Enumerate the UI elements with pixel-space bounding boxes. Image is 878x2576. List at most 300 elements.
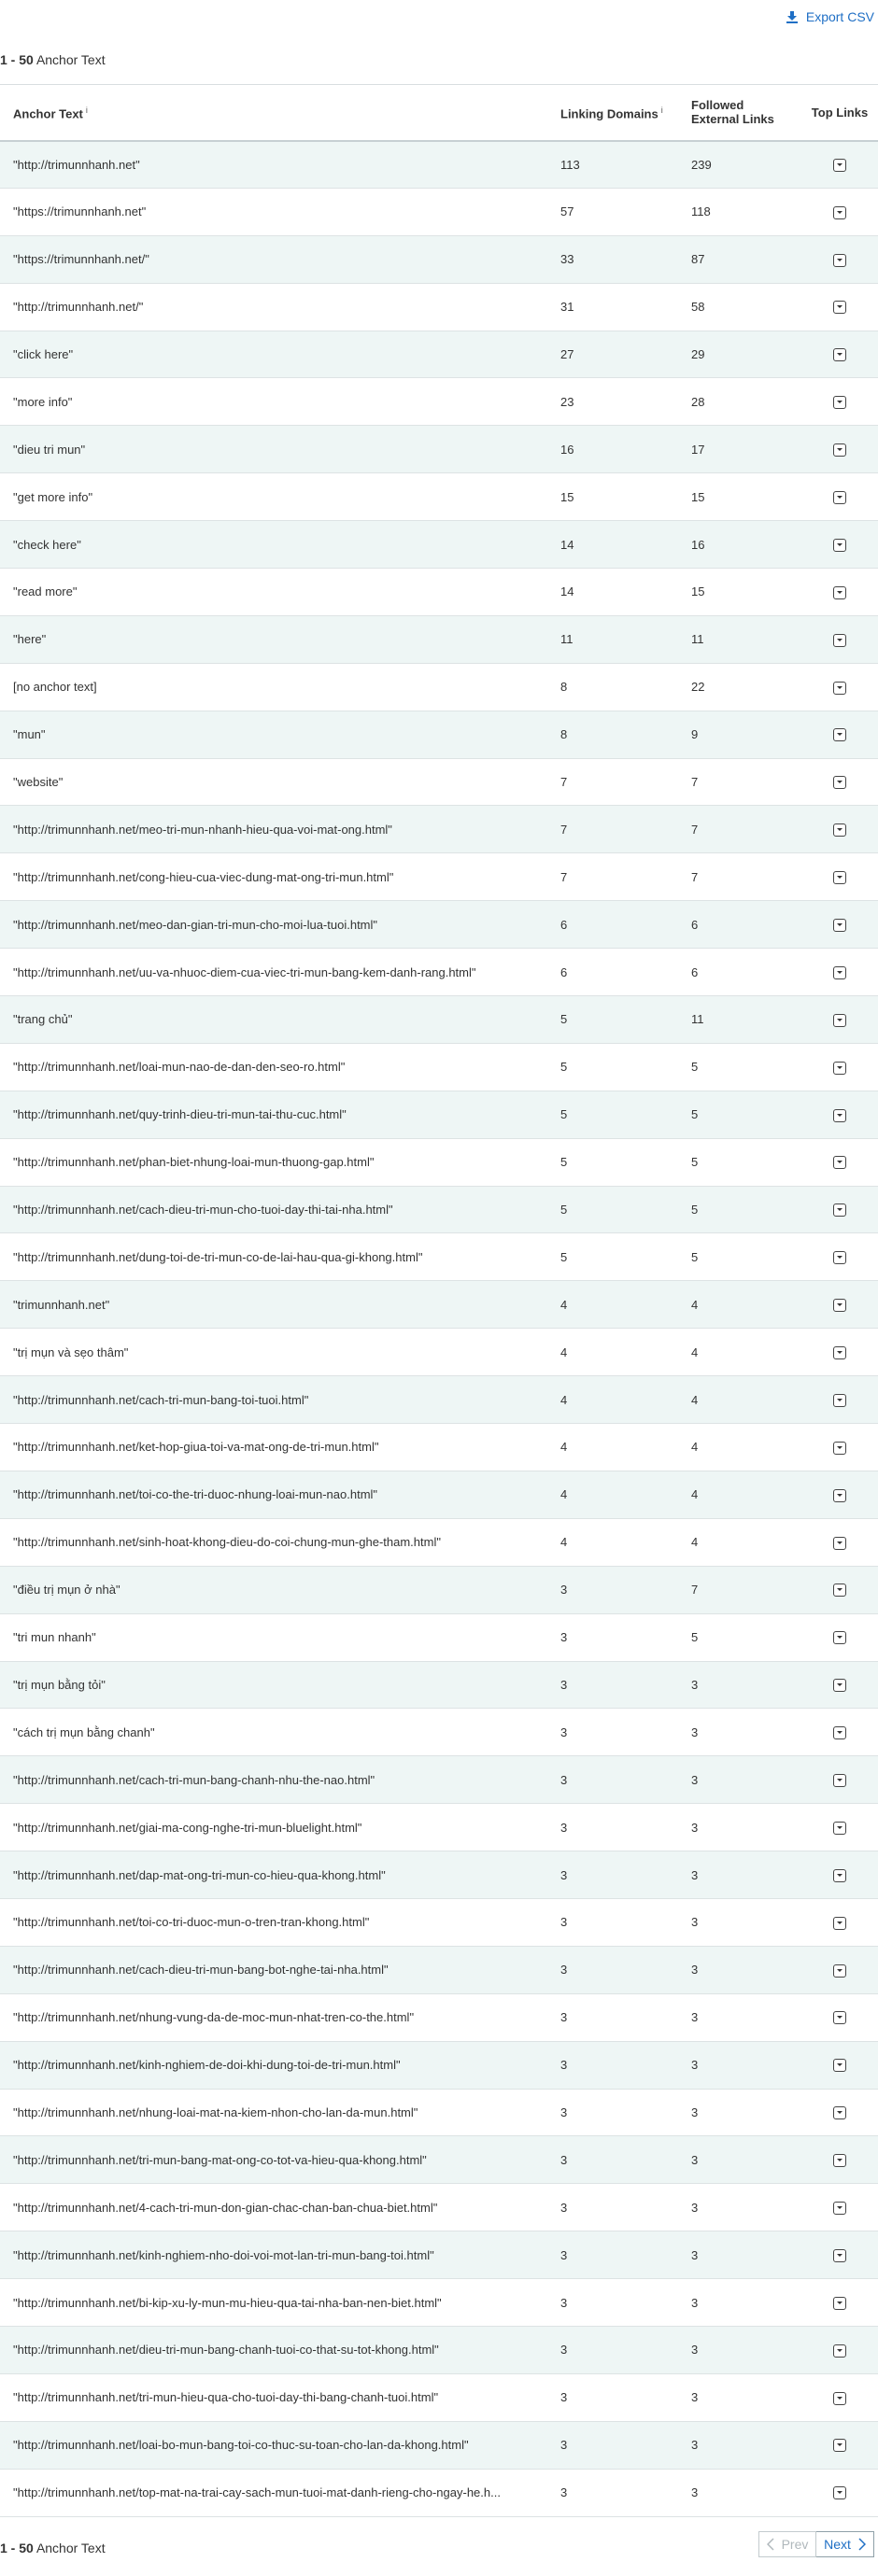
table-row xyxy=(0,1471,878,1518)
expand-toggle-icon[interactable] xyxy=(833,1062,846,1075)
expand-toggle-icon[interactable] xyxy=(833,396,846,409)
top-links-cell xyxy=(801,2041,878,2089)
anchor-text-cell: "http://trimunnhanh.net/4-cach-tri-mun-don-gian-chac-chan-ban-chua-biet.html" xyxy=(0,2184,560,2231)
linking-domains-cell: 3 xyxy=(560,2184,691,2231)
table-row xyxy=(0,615,878,663)
linking-domains-cell: 4 xyxy=(560,1281,691,1329)
linking-domains-cell: 3 xyxy=(560,1709,691,1756)
table-row xyxy=(0,2184,878,2231)
table-row xyxy=(0,711,878,758)
table-row xyxy=(0,758,878,806)
linking-domains-cell: 113 xyxy=(560,141,691,189)
expand-toggle-icon[interactable] xyxy=(833,1109,846,1122)
linking-domains-cell: 4 xyxy=(560,1471,691,1518)
followed-links-cell: 3 xyxy=(691,1756,801,1804)
anchor-text-cell: "http://trimunnhanh.net/kinh-nghiem-de-doi-khi-dung-toi-de-tri-mun.html" xyxy=(0,2041,560,2089)
expand-toggle-icon[interactable] xyxy=(833,2486,846,2499)
followed-links-cell: 118 xyxy=(691,188,801,235)
table-row xyxy=(0,141,878,189)
anchor-text-cell: "http://trimunnhanh.net/quy-trinh-dieu-tri-mun-tai-thu-cuc.html" xyxy=(0,1091,560,1138)
anchor-text-cell: "http://trimunnhanh.net/dap-mat-ong-tri-mun-co-hieu-qua-khong.html" xyxy=(0,1851,560,1899)
table-row xyxy=(0,1709,878,1756)
expand-toggle-icon[interactable] xyxy=(833,2439,846,2452)
followed-links-cell: 4 xyxy=(691,1376,801,1424)
expand-toggle-icon[interactable] xyxy=(833,2059,846,2072)
table-row xyxy=(0,1756,878,1804)
top-links-cell xyxy=(801,1329,878,1376)
linking-domains-cell: 14 xyxy=(560,569,691,616)
expand-toggle-icon[interactable] xyxy=(833,159,846,172)
linking-domains-cell: 3 xyxy=(560,1566,691,1613)
top-links-cell xyxy=(801,1613,878,1661)
followed-links-cell: 3 xyxy=(691,2279,801,2327)
linking-domains-cell: 33 xyxy=(560,235,691,283)
anchor-text-table xyxy=(0,84,878,2517)
table-row xyxy=(0,521,878,569)
expand-toggle-icon[interactable] xyxy=(833,1204,846,1217)
top-links-cell xyxy=(801,1376,878,1424)
linking-domains-cell: 16 xyxy=(560,426,691,473)
table-row xyxy=(0,1804,878,1851)
linking-domains-cell: 3 xyxy=(560,1993,691,2041)
anchor-text-cell: "http://trimunnhanh.net/dieu-tri-mun-bang-chanh-tuoi-co-that-su-tot-khong.html" xyxy=(0,2326,560,2373)
linking-domains-cell: 3 xyxy=(560,2421,691,2469)
followed-links-cell: 4 xyxy=(691,1471,801,1518)
anchor-text-cell: "http://trimunnhanh.net/cach-dieu-tri-mun-cho-tuoi-day-thi-tai-nha.html" xyxy=(0,1186,560,1233)
followed-links-cell: 87 xyxy=(691,235,801,283)
anchor-text-cell: "here" xyxy=(0,615,560,663)
linking-domains-cell: 3 xyxy=(560,1613,691,1661)
linking-domains-cell: 6 xyxy=(560,949,691,996)
table-row xyxy=(0,2373,878,2421)
top-links-cell xyxy=(801,1186,878,1233)
followed-links-cell: 29 xyxy=(691,331,801,378)
anchor-text-cell: "điều trị mụn ở nhà" xyxy=(0,1566,560,1613)
followed-links-cell: 3 xyxy=(691,2089,801,2136)
table-row xyxy=(0,378,878,426)
top-links-cell xyxy=(801,1804,878,1851)
table-row xyxy=(0,283,878,331)
top-links-cell xyxy=(801,2279,878,2327)
linking-domains-cell: 5 xyxy=(560,1186,691,1233)
expand-toggle-icon[interactable] xyxy=(833,1394,846,1407)
top-links-cell xyxy=(801,521,878,569)
export-csv-label: Export CSV xyxy=(805,9,874,24)
expand-toggle-icon[interactable] xyxy=(833,919,846,932)
followed-links-cell: 3 xyxy=(691,2326,801,2373)
linking-domains-cell: 3 xyxy=(560,2136,691,2184)
table-row xyxy=(0,1518,878,1566)
anchor-text-cell: "mun" xyxy=(0,711,560,758)
followed-links-cell: 3 xyxy=(691,1898,801,1946)
linking-domains-cell: 3 xyxy=(560,2089,691,2136)
chevron-left-icon xyxy=(767,2538,774,2551)
anchor-text-cell: "http://trimunnhanh.net/nhung-loai-mat-na-kiem-nhon-cho-lan-da-mun.html" xyxy=(0,2089,560,2136)
table-row xyxy=(0,1186,878,1233)
expand-toggle-icon[interactable] xyxy=(833,539,846,552)
anchor-text-cell: "http://trimunnhanh.net/sinh-hoat-khong-dieu-do-coi-chung-mun-ghe-tham.html" xyxy=(0,1518,560,1566)
linking-domains-cell: 3 xyxy=(560,2041,691,2089)
anchor-text-cell: "http://trimunnhanh.net/dung-toi-de-tri-mun-co-de-lai-hau-qua-gi-khong.html" xyxy=(0,1233,560,1281)
expand-toggle-icon[interactable] xyxy=(833,586,846,599)
expand-toggle-icon[interactable] xyxy=(833,2297,846,2310)
anchor-text-cell: "https://trimunnhanh.net/" xyxy=(0,235,560,283)
followed-links-cell: 16 xyxy=(691,521,801,569)
linking-domains-cell: 3 xyxy=(560,2279,691,2327)
anchor-text-cell: "http://trimunnhanh.net/loai-mun-nao-de-dan-den-seo-ro.html" xyxy=(0,1043,560,1091)
linking-domains-cell: 3 xyxy=(560,2326,691,2373)
followed-links-cell: 4 xyxy=(691,1329,801,1376)
linking-domains-cell: 27 xyxy=(560,331,691,378)
followed-links-cell: 9 xyxy=(691,711,801,758)
top-links-cell xyxy=(801,283,878,331)
linking-domains-cell: 8 xyxy=(560,663,691,711)
anchor-text-cell: "cách trị mụn bằng chanh" xyxy=(0,1709,560,1756)
top-links-cell xyxy=(801,2421,878,2469)
expand-toggle-icon[interactable] xyxy=(833,2344,846,2358)
followed-links-cell: 5 xyxy=(691,1613,801,1661)
followed-links-cell: 3 xyxy=(691,2136,801,2184)
table-row xyxy=(0,2089,878,2136)
linking-domains-cell: 4 xyxy=(560,1376,691,1424)
followed-links-cell: 7 xyxy=(691,853,801,901)
table-row xyxy=(0,663,878,711)
top-links-cell xyxy=(801,1851,878,1899)
table-row xyxy=(0,2469,878,2516)
expand-toggle-icon[interactable] xyxy=(833,2154,846,2167)
expand-toggle-icon[interactable] xyxy=(833,1442,846,1455)
expand-toggle-icon[interactable] xyxy=(833,301,846,314)
followed-links-cell: 6 xyxy=(691,901,801,949)
table-row xyxy=(0,1091,878,1138)
table-row xyxy=(0,901,878,949)
anchor-text-cell: "https://trimunnhanh.net" xyxy=(0,188,560,235)
followed-links-cell: 3 xyxy=(691,1851,801,1899)
range-count: 1 - 50 xyxy=(0,52,34,67)
anchor-text-cell: "read more" xyxy=(0,569,560,616)
linking-domains-cell: 3 xyxy=(560,1946,691,1993)
linking-domains-cell: 14 xyxy=(560,521,691,569)
expand-toggle-icon[interactable] xyxy=(833,634,846,647)
table-row xyxy=(0,426,878,473)
table-row xyxy=(0,2231,878,2279)
expand-toggle-icon[interactable] xyxy=(833,871,846,884)
table-row xyxy=(0,1329,878,1376)
top-links-cell xyxy=(801,996,878,1044)
followed-links-cell: 239 xyxy=(691,141,801,189)
anchor-text-cell: "http://trimunnhanh.net/loai-bo-mun-bang-toi-co-thuc-su-toan-cho-lan-da-khong.html" xyxy=(0,2421,560,2469)
table-row xyxy=(0,1138,878,1186)
linking-domains-cell: 57 xyxy=(560,188,691,235)
expand-toggle-icon[interactable] xyxy=(833,206,846,219)
anchor-text-cell: [no anchor text] xyxy=(0,663,560,711)
anchor-text-cell: "trimunnhanh.net" xyxy=(0,1281,560,1329)
range-label: Anchor Text xyxy=(35,52,106,67)
linking-domains-cell: 6 xyxy=(560,901,691,949)
followed-links-cell: 3 xyxy=(691,1709,801,1756)
linking-domains-cell: 3 xyxy=(560,1804,691,1851)
top-links-cell xyxy=(801,758,878,806)
followed-links-cell: 4 xyxy=(691,1424,801,1471)
followed-links-cell: 3 xyxy=(691,1993,801,2041)
linking-domains-cell: 5 xyxy=(560,996,691,1044)
top-links-cell xyxy=(801,1709,878,1756)
expand-toggle-icon[interactable] xyxy=(833,1679,846,1692)
top-links-cell xyxy=(801,2184,878,2231)
followed-links-cell: 3 xyxy=(691,1804,801,1851)
followed-links-cell: 3 xyxy=(691,2421,801,2469)
expand-toggle-icon[interactable] xyxy=(833,2202,846,2215)
followed-links-cell: 7 xyxy=(691,1566,801,1613)
top-links-cell xyxy=(801,426,878,473)
linking-domains-cell: 4 xyxy=(560,1518,691,1566)
followed-links-cell: 17 xyxy=(691,426,801,473)
followed-links-cell: 4 xyxy=(691,1281,801,1329)
anchor-text-cell: "http://trimunnhanh.net" xyxy=(0,141,560,189)
anchor-text-cell: "http://trimunnhanh.net/kinh-nghiem-nho-doi-voi-mot-lan-tri-mun-bang-toi.html" xyxy=(0,2231,560,2279)
anchor-text-cell: "http://trimunnhanh.net/meo-dan-gian-tri-mun-cho-moi-lua-tuoi.html" xyxy=(0,901,560,949)
anchor-text-cell: "http://trimunnhanh.net/cach-tri-mun-bang-chanh-nhu-the-nao.html" xyxy=(0,1756,560,1804)
top-links-cell xyxy=(801,1756,878,1804)
anchor-text-cell: "http://trimunnhanh.net/tri-mun-hieu-qua-cho-tuoi-day-thi-bang-chanh-tuoi.html" xyxy=(0,2373,560,2421)
expand-toggle-icon[interactable] xyxy=(833,1631,846,1644)
expand-toggle-icon[interactable] xyxy=(833,728,846,741)
expand-toggle-icon[interactable] xyxy=(833,1489,846,1502)
expand-toggle-icon[interactable] xyxy=(833,254,846,267)
top-links-cell xyxy=(801,2231,878,2279)
header-followed-external-links[interactable]: Followed External Links xyxy=(691,85,801,141)
followed-links-cell: 5 xyxy=(691,1091,801,1138)
anchor-text-cell: "http://trimunnhanh.net/phan-biet-nhung-loai-mun-thuong-gap.html" xyxy=(0,1138,560,1186)
anchor-text-cell: "http://trimunnhanh.net/meo-tri-mun-nhanh-hieu-qua-voi-mat-ong.html" xyxy=(0,806,560,853)
table-row xyxy=(0,2136,878,2184)
expand-toggle-icon[interactable] xyxy=(833,2011,846,2024)
expand-toggle-icon[interactable] xyxy=(833,491,846,504)
followed-links-cell: 3 xyxy=(691,2184,801,2231)
linking-domains-cell: 23 xyxy=(560,378,691,426)
linking-domains-cell: 5 xyxy=(560,1138,691,1186)
expand-toggle-icon[interactable] xyxy=(833,348,846,361)
followed-links-cell: 5 xyxy=(691,1186,801,1233)
anchor-text-cell: "check here" xyxy=(0,521,560,569)
anchor-text-cell: "http://trimunnhanh.net/ket-hop-giua-toi-va-mat-ong-de-tri-mun.html" xyxy=(0,1424,560,1471)
top-links-cell xyxy=(801,2373,878,2421)
followed-links-cell: 5 xyxy=(691,1138,801,1186)
expand-toggle-icon[interactable] xyxy=(833,1869,846,1882)
expand-toggle-icon[interactable] xyxy=(833,1822,846,1835)
top-links-cell xyxy=(801,1946,878,1993)
top-links-cell xyxy=(801,378,878,426)
anchor-text-cell: "tri mun nhanh" xyxy=(0,1613,560,1661)
linking-domains-cell: 3 xyxy=(560,1851,691,1899)
results-range-bottom xyxy=(0,2541,106,2555)
top-links-cell xyxy=(801,1281,878,1329)
top-links-cell xyxy=(801,1233,878,1281)
table-row xyxy=(0,569,878,616)
top-links-cell xyxy=(801,1424,878,1471)
linking-domains-cell: 7 xyxy=(560,758,691,806)
linking-domains-cell: 3 xyxy=(560,2231,691,2279)
table-row xyxy=(0,2326,878,2373)
table-row xyxy=(0,1993,878,2041)
anchor-text-cell: "trang chủ" xyxy=(0,996,560,1044)
followed-links-cell: 3 xyxy=(691,2373,801,2421)
linking-domains-cell: 7 xyxy=(560,806,691,853)
header-anchor-text[interactable]: Anchor Text $^i$ xyxy=(0,85,560,141)
followed-links-cell: 6 xyxy=(691,949,801,996)
followed-links-cell: 11 xyxy=(691,996,801,1044)
linking-domains-cell: 4 xyxy=(560,1329,691,1376)
table-row xyxy=(0,1566,878,1613)
top-links-cell xyxy=(801,1566,878,1613)
followed-links-cell: 5 xyxy=(691,1043,801,1091)
info-icon[interactable]: i xyxy=(660,106,663,116)
top-links-cell xyxy=(801,188,878,235)
expand-toggle-icon[interactable] xyxy=(833,443,846,457)
expand-toggle-icon[interactable] xyxy=(833,776,846,789)
top-links-cell xyxy=(801,1138,878,1186)
top-links-cell xyxy=(801,1661,878,1709)
linking-domains-cell: 31 xyxy=(560,283,691,331)
top-links-cell xyxy=(801,473,878,521)
anchor-text-cell: "http://trimunnhanh.net/uu-va-nhuoc-diem-cua-viec-tri-mun-bang-kem-danh-rang.html" xyxy=(0,949,560,996)
table-row xyxy=(0,949,878,996)
table-row xyxy=(0,1851,878,1899)
followed-links-cell: 7 xyxy=(691,758,801,806)
top-links-cell xyxy=(801,853,878,901)
followed-links-cell: 3 xyxy=(691,2231,801,2279)
followed-links-cell: 15 xyxy=(691,569,801,616)
linking-domains-cell: 15 xyxy=(560,473,691,521)
anchor-text-cell: "click here" xyxy=(0,331,560,378)
top-links-cell xyxy=(801,663,878,711)
table-row xyxy=(0,1043,878,1091)
chevron-right-icon xyxy=(858,2538,866,2551)
expand-toggle-icon[interactable] xyxy=(833,1774,846,1787)
followed-links-cell: 4 xyxy=(691,1518,801,1566)
expand-toggle-icon[interactable] xyxy=(833,2249,846,2262)
anchor-text-cell: "http://trimunnhanh.net/giai-ma-cong-nghe-tri-mun-bluelight.html" xyxy=(0,1804,560,1851)
expand-toggle-icon[interactable] xyxy=(833,1014,846,1027)
table-row xyxy=(0,1376,878,1424)
info-icon[interactable]: i xyxy=(85,106,88,116)
anchor-text-cell: "http://trimunnhanh.net/toi-co-the-tri-duoc-nhung-loai-mun-nao.html" xyxy=(0,1471,560,1518)
expand-toggle-icon[interactable] xyxy=(833,2106,846,2119)
top-links-cell xyxy=(801,806,878,853)
expand-toggle-icon[interactable] xyxy=(833,2392,846,2405)
followed-links-cell: 58 xyxy=(691,283,801,331)
followed-links-cell: 15 xyxy=(691,473,801,521)
pagination xyxy=(758,2531,874,2557)
prev-page-button[interactable]: Prev xyxy=(758,2531,816,2557)
followed-links-cell: 5 xyxy=(691,1233,801,1281)
top-links-cell xyxy=(801,331,878,378)
followed-links-cell: 3 xyxy=(691,1661,801,1709)
expand-toggle-icon[interactable] xyxy=(833,1251,846,1264)
range-label: Anchor Text xyxy=(35,2541,106,2555)
next-page-button[interactable]: Next xyxy=(816,2531,874,2557)
header-linking-domains[interactable]: Linking Domains $^i$ xyxy=(560,85,691,141)
anchor-text-cell: "http://trimunnhanh.net/" xyxy=(0,283,560,331)
table-row xyxy=(0,853,878,901)
export-csv-button[interactable] xyxy=(786,5,874,29)
linking-domains-cell: 5 xyxy=(560,1043,691,1091)
followed-links-cell: 3 xyxy=(691,2041,801,2089)
top-links-cell xyxy=(801,569,878,616)
linking-domains-cell: 4 xyxy=(560,1424,691,1471)
expand-toggle-icon[interactable] xyxy=(833,1299,846,1312)
expand-toggle-icon[interactable] xyxy=(833,966,846,979)
expand-toggle-icon[interactable] xyxy=(833,823,846,837)
anchor-text-cell: "more info" xyxy=(0,378,560,426)
table-row xyxy=(0,331,878,378)
table-row xyxy=(0,1613,878,1661)
expand-toggle-icon[interactable] xyxy=(833,1584,846,1597)
anchor-text-cell: "http://trimunnhanh.net/top-mat-na-trai-cay-sach-mun-tuoi-mat-danh-rieng-cho-ngay-he.h... xyxy=(0,2469,560,2516)
linking-domains-cell: 7 xyxy=(560,853,691,901)
anchor-text-cell: "http://trimunnhanh.net/tri-mun-bang-mat-ong-co-tot-va-hieu-qua-khong.html" xyxy=(0,2136,560,2184)
table-row xyxy=(0,188,878,235)
top-links-cell xyxy=(801,2326,878,2373)
expand-toggle-icon[interactable] xyxy=(833,1537,846,1550)
table-row xyxy=(0,235,878,283)
linking-domains-cell: 5 xyxy=(560,1091,691,1138)
expand-toggle-icon[interactable] xyxy=(833,1726,846,1739)
top-links-cell xyxy=(801,2136,878,2184)
top-links-cell xyxy=(801,235,878,283)
table-row xyxy=(0,1946,878,1993)
table-row xyxy=(0,1898,878,1946)
anchor-text-cell: "http://trimunnhanh.net/cach-dieu-tri-mun-bang-bot-nghe-tai-nha.html" xyxy=(0,1946,560,1993)
top-links-cell xyxy=(801,1993,878,2041)
linking-domains-cell: 3 xyxy=(560,1661,691,1709)
top-links-cell xyxy=(801,1091,878,1138)
table-row xyxy=(0,806,878,853)
linking-domains-cell: 11 xyxy=(560,615,691,663)
followed-links-cell: 3 xyxy=(691,2469,801,2516)
followed-links-cell: 3 xyxy=(691,1946,801,1993)
linking-domains-cell: 3 xyxy=(560,2469,691,2516)
linking-domains-cell: 3 xyxy=(560,1898,691,1946)
followed-links-cell: 7 xyxy=(691,806,801,853)
anchor-text-cell: "get more info" xyxy=(0,473,560,521)
table-row xyxy=(0,996,878,1044)
table-row xyxy=(0,2421,878,2469)
anchor-text-cell: "dieu tri mun" xyxy=(0,426,560,473)
results-range-top xyxy=(0,52,106,67)
expand-toggle-icon[interactable] xyxy=(833,682,846,695)
followed-links-cell: 28 xyxy=(691,378,801,426)
download-icon xyxy=(786,10,799,23)
expand-toggle-icon[interactable] xyxy=(833,1346,846,1359)
anchor-text-cell: "http://trimunnhanh.net/cong-hieu-cua-viec-dung-mat-ong-tri-mun.html" xyxy=(0,853,560,901)
linking-domains-cell: 5 xyxy=(560,1233,691,1281)
followed-links-cell: 22 xyxy=(691,663,801,711)
table-header-row xyxy=(0,85,878,141)
followed-links-cell: 11 xyxy=(691,615,801,663)
anchor-text-cell: "website" xyxy=(0,758,560,806)
table-row xyxy=(0,2041,878,2089)
top-links-cell xyxy=(801,2469,878,2516)
expand-toggle-icon[interactable] xyxy=(833,1964,846,1978)
expand-toggle-icon[interactable] xyxy=(833,1156,846,1169)
anchor-text-cell: "trị mụn và sẹo thâm" xyxy=(0,1329,560,1376)
anchor-text-cell: "trị mụn bằng tỏi" xyxy=(0,1661,560,1709)
anchor-text-cell: "http://trimunnhanh.net/toi-co-tri-duoc-mun-o-tren-tran-khong.html" xyxy=(0,1898,560,1946)
table-row xyxy=(0,1281,878,1329)
expand-toggle-icon[interactable] xyxy=(833,1917,846,1930)
linking-domains-cell: 3 xyxy=(560,2373,691,2421)
